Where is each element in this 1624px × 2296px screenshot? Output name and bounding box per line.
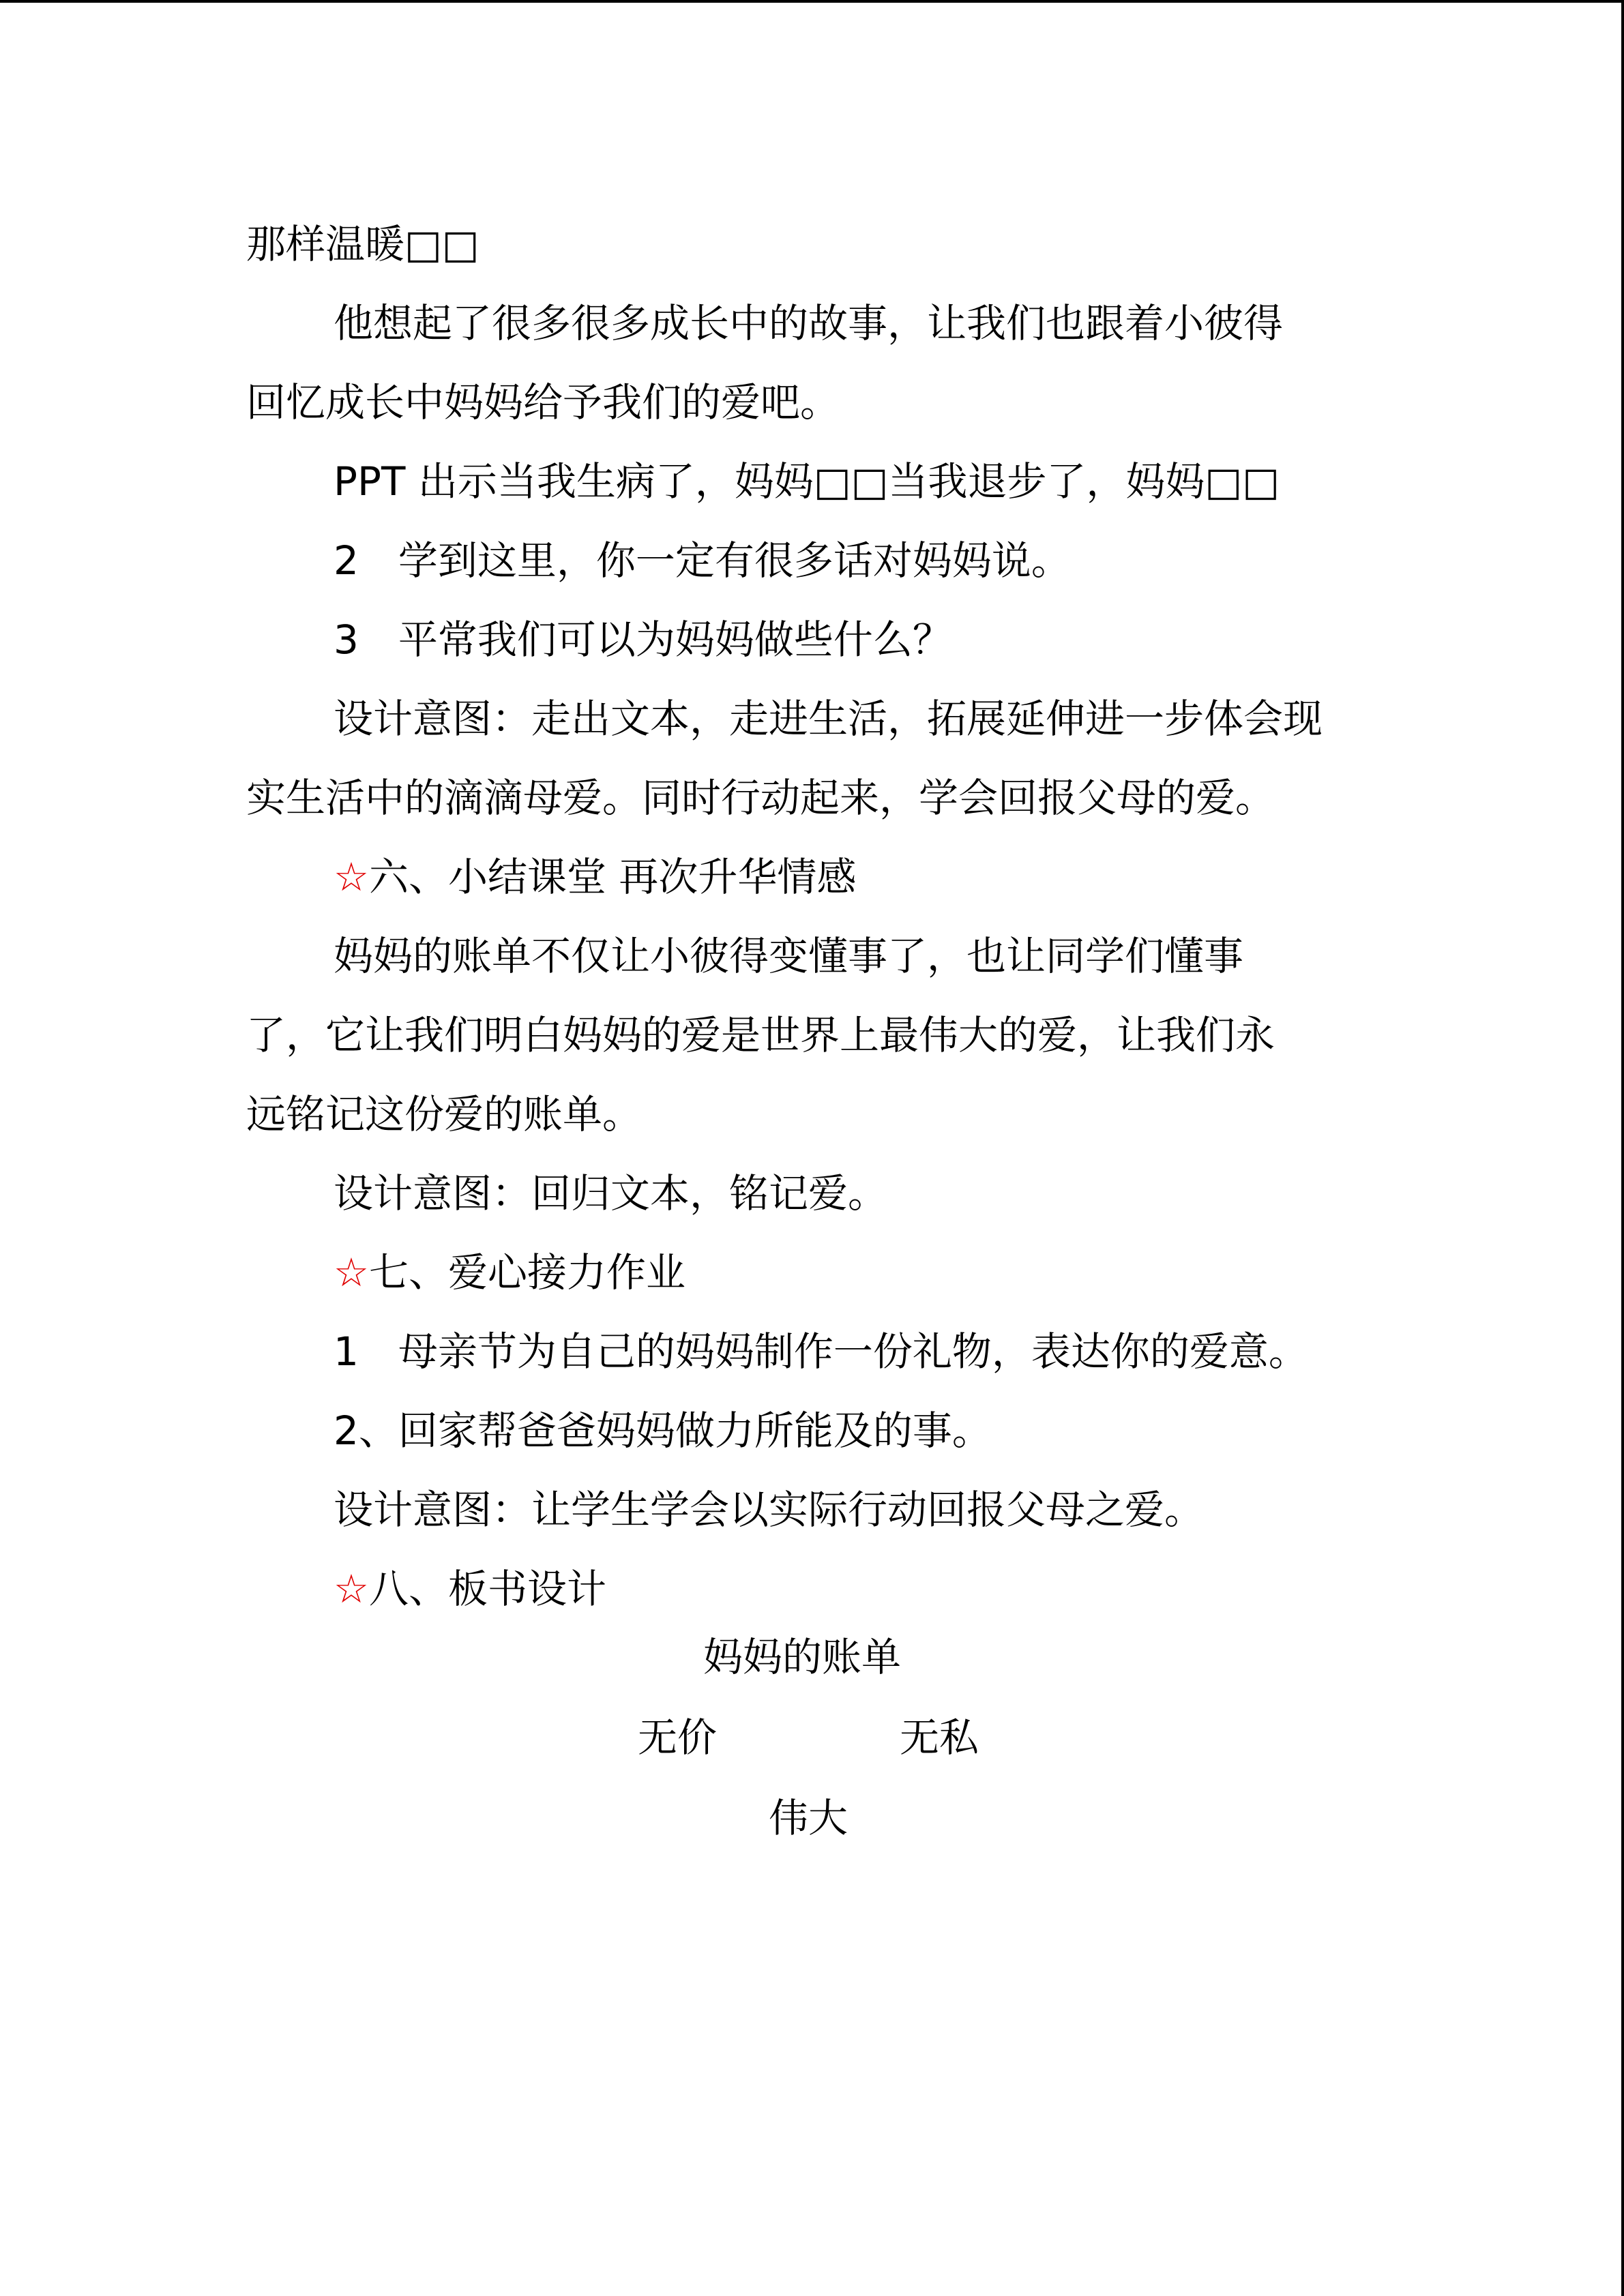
paragraph-12: 远铭记这份爱的账单。 — [246, 1091, 643, 1137]
paragraph-6: 3 平常我们可以为妈妈做些什么？ — [334, 616, 952, 663]
star-icon: ☆ — [334, 854, 369, 900]
paragraph-17: 设计意图：让学生学会以实际行动回报父母之爱。 — [334, 1487, 1205, 1533]
paragraph-7: 设计意图：走出文本，走进生活，拓展延伸进一步体会现 — [334, 696, 1323, 742]
paragraph-3: 回忆成长中妈妈给予我们的爱吧。 — [246, 379, 840, 426]
star-icon: ☆ — [334, 1566, 369, 1612]
paragraph-4: PPT 出示当我生病了，妈妈□□当我退步了，妈妈□□ — [334, 458, 1280, 505]
paragraph-10: 妈妈的账单不仅让小彼得变懂事了，也让同学们懂事 — [334, 933, 1244, 979]
paragraph-15: 1 母亲节为自己的妈妈制作一份礼物，表达你的爱意。 — [334, 1328, 1308, 1375]
paragraph-1: 那样温暖□□ — [246, 221, 479, 267]
section-heading-8: ☆八、板书设计 — [334, 1566, 607, 1612]
section-heading-7: ☆七、爱心接力作业 — [334, 1249, 686, 1296]
paragraph-11: 了，它让我们明白妈妈的爱是世界上最伟大的爱，让我们永 — [246, 1012, 1275, 1058]
paragraph-16: 2、回家帮爸爸妈妈做力所能及的事。 — [334, 1407, 992, 1454]
paragraph-5: 2 学到这里，你一定有很多话对妈妈说。 — [334, 537, 1071, 584]
paragraph-2: 他想起了很多很多成长中的故事，让我们也跟着小彼得 — [334, 300, 1284, 346]
star-icon: ☆ — [334, 1249, 369, 1296]
board-word-right: 无私 — [900, 1714, 979, 1761]
board-word-left: 无价 — [638, 1714, 718, 1761]
section-heading-6: ☆六、小结课堂 再次升华情感 — [334, 854, 857, 900]
board-word-bottom: 伟大 — [769, 1795, 848, 1841]
document-body — [246, 205, 1378, 1628]
paragraph-13: 设计意图：回归文本，铭记爱。 — [334, 1170, 888, 1217]
paragraph-8: 实生活中的滴滴母爱。同时行动起来，学会回报父母的爱。 — [246, 775, 1275, 821]
top-border-line — [0, 0, 1624, 3]
board-title: 妈妈的账单 — [703, 1634, 902, 1680]
right-border-line — [1621, 0, 1624, 2296]
